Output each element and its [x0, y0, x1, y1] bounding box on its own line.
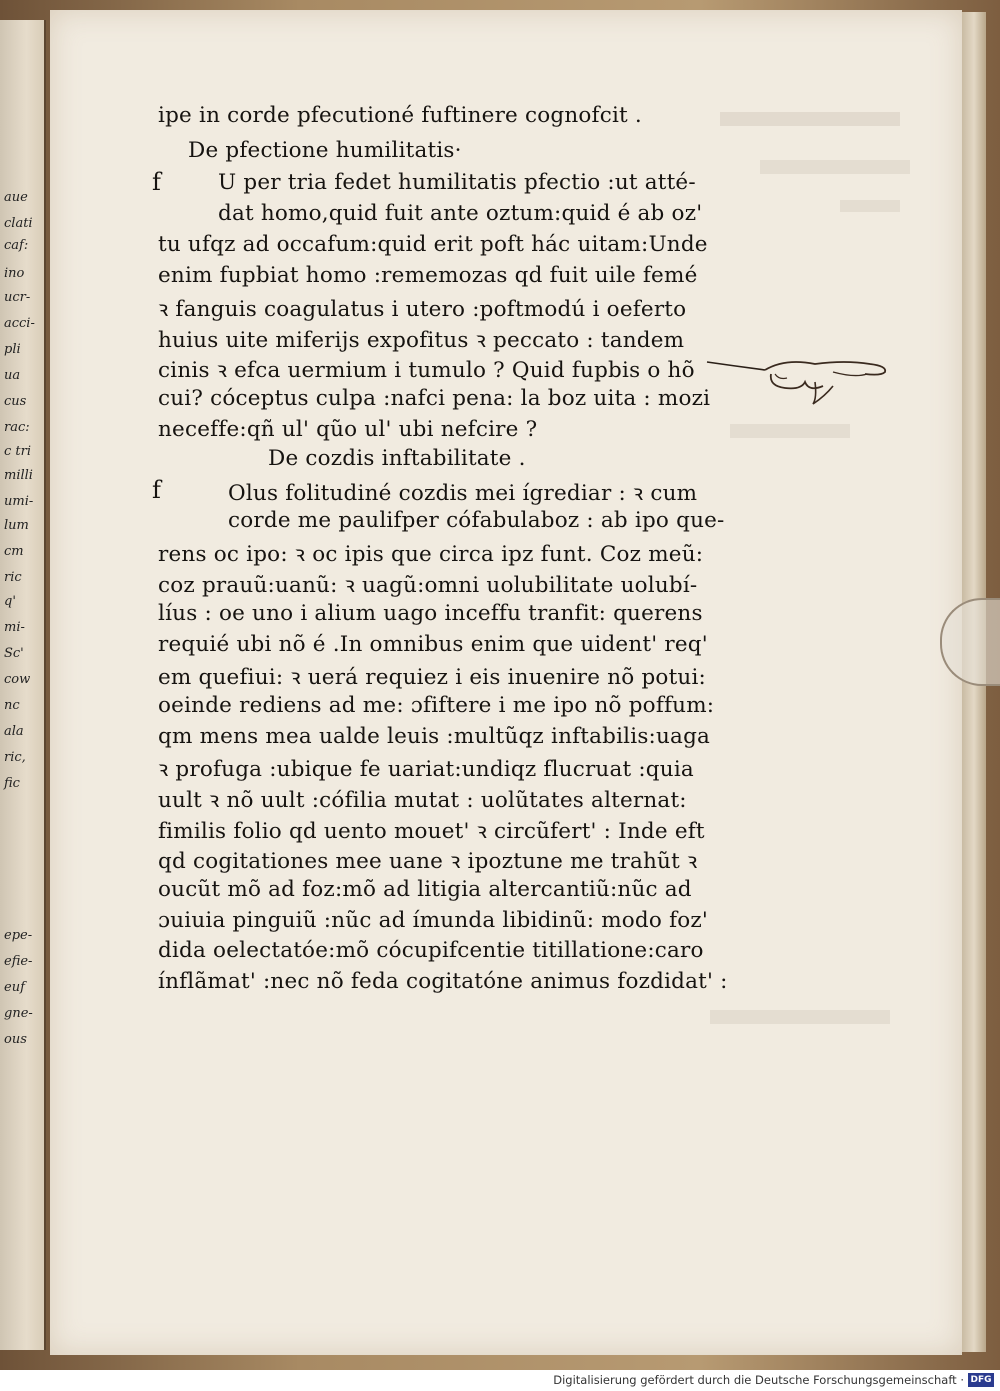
text-line: corde me paulifper cófabulaboz : ab ipo que- [228, 508, 725, 533]
text-line: huius uite miferijs expofitus ꝛ peccato : tandem [158, 328, 685, 353]
text-line: em quefiui: ꝛ uerá requiez i eis inuenire nõ potui: [158, 665, 706, 690]
left-margin-fragment: nc [4, 698, 20, 713]
text-line: qm mens mea ualde leuis :multũqz inftabilis:uaga [158, 724, 711, 749]
text-line: oeinde rediens ad me: ɔfiftere i me ipo nõ poffum: [158, 693, 715, 718]
text-line: qd cogitationes mee uane ꝛ ipoztune me trahũt ꝛ [158, 849, 698, 874]
bleed-through [730, 424, 850, 438]
bleed-through [840, 200, 900, 212]
text-line: ipe in corde pfecutioné fuftinere cognofcit . [158, 103, 642, 128]
left-margin-fragment: rac: [4, 420, 30, 435]
text-line: ɔuiuia pinguiũ :nũc ad ímunda libidinũ: modo foz' [158, 908, 709, 933]
left-margin-fragment: euf [4, 980, 25, 995]
left-margin-fragment: milli [4, 468, 33, 483]
text-line: uult ꝛ nõ uult :cófilia mutat : uolũtates alternat: [158, 788, 687, 813]
left-margin-fragment: clati [4, 216, 33, 231]
left-margin-fragment: lum [4, 518, 29, 533]
left-margin-fragment: gne- [4, 1006, 33, 1021]
text-line: dida oelectatóe:mõ cócupifcentie titillatione:caro [158, 938, 704, 963]
manicule-icon [705, 352, 895, 412]
left-margin-fragment: efie- [4, 954, 33, 969]
left-margin-fragment: ric, [4, 750, 26, 765]
left-margin-fragment: cm [4, 544, 24, 559]
left-margin-fragment: ous [4, 1032, 27, 1047]
left-margin-fragment: fic [4, 776, 20, 791]
footer-credit: Digitalisierung gefördert durch die Deutsche Forschungsgemeinschaft · [553, 1373, 964, 1387]
text-line: Olus folitudiné cozdis mei ígrediar : ꝛ cum [228, 481, 698, 506]
left-margin-fragment: Sc' [4, 646, 24, 661]
text-line: ínflãmat' :nec nõ feda cogitatóne animus fozdidat' : [158, 969, 728, 994]
bleed-through [710, 1010, 890, 1024]
left-margin-fragment: mi- [4, 620, 25, 635]
left-margin-fragment: ucr- [4, 290, 31, 305]
text-line: enim fupbiat homo :rememozas qd fuit uile femé [158, 263, 698, 288]
left-margin-fragment: acci- [4, 316, 35, 331]
left-margin-fragment: ino [4, 266, 25, 281]
footer-bar [0, 1370, 1000, 1391]
left-margin-fragment: c tri [4, 444, 32, 459]
text-line: líus : oe uno i alium uago inceffu tranfit: querens [158, 601, 703, 626]
text-line: coz prauũ:uanũ: ꝛ uagũ:omni uolubilitate uolubí- [158, 573, 698, 598]
bleed-through [720, 112, 900, 126]
left-margin-fragment: q' [4, 594, 16, 609]
paragraph-initial: f [152, 168, 161, 196]
left-margin-fragment: aue [4, 190, 28, 205]
text-line: cinis ꝛ efca uermium i tumulo ? Quid fupbis o hõ [158, 358, 695, 383]
dfg-logo: DFG [968, 1373, 994, 1387]
left-margin-fragment: cus [4, 394, 27, 409]
left-margin-fragment: ala [4, 724, 24, 739]
left-margin-fragment: caf: [4, 238, 29, 253]
text-line: neceffe:qñ ul' qũo ul' ubi nefcire ? [158, 417, 538, 442]
text-line: tu ufqz ad occafum:quid erit poft hác uitam:Unde [158, 232, 708, 257]
text-line: fimilis folio qd uento mouet' ꝛ circũfert' : Inde eft [158, 819, 705, 844]
text-line: dat homo,quid fuit ante oztum:quid é ab oz' [218, 201, 703, 226]
bleed-through [760, 160, 910, 174]
section-heading: De pfectione humilitatis· [188, 138, 462, 163]
left-margin-fragment: ric [4, 570, 22, 585]
text-line: ꝛ profuga :ubique fe uariat:undiqz flucruat :quia [158, 757, 694, 782]
paragraph-initial: f [152, 476, 161, 504]
left-margin-fragment: cow [4, 672, 31, 687]
text-line: oucũt mõ ad foz:mõ ad litigia altercantiũ:nũc ad [158, 877, 692, 902]
text-line: rens oc ipo: ꝛ oc ipis que circa ipz funt. Coz meũ: [158, 542, 704, 567]
left-margin-fragment: ua [4, 368, 21, 383]
left-margin-fragment: umi- [4, 494, 34, 509]
text-line: ꝛ fanguis coagulatus i utero :poftmodú i oeferto [158, 297, 687, 322]
text-line: requié ubi nõ é .In omnibus enim que uident' req' [158, 632, 708, 657]
text-line: U per tria fedet humilitatis pfectio :ut atté- [218, 170, 696, 195]
left-margin-fragment: epe- [4, 928, 33, 943]
left-page-strip [0, 20, 46, 1350]
left-margin-fragment: pli [4, 342, 21, 357]
text-line: cui? cóceptus culpa :nafci pena: la boz uita : mozi [158, 386, 711, 411]
section-heading: De cozdis inftabilitate . [268, 446, 526, 471]
